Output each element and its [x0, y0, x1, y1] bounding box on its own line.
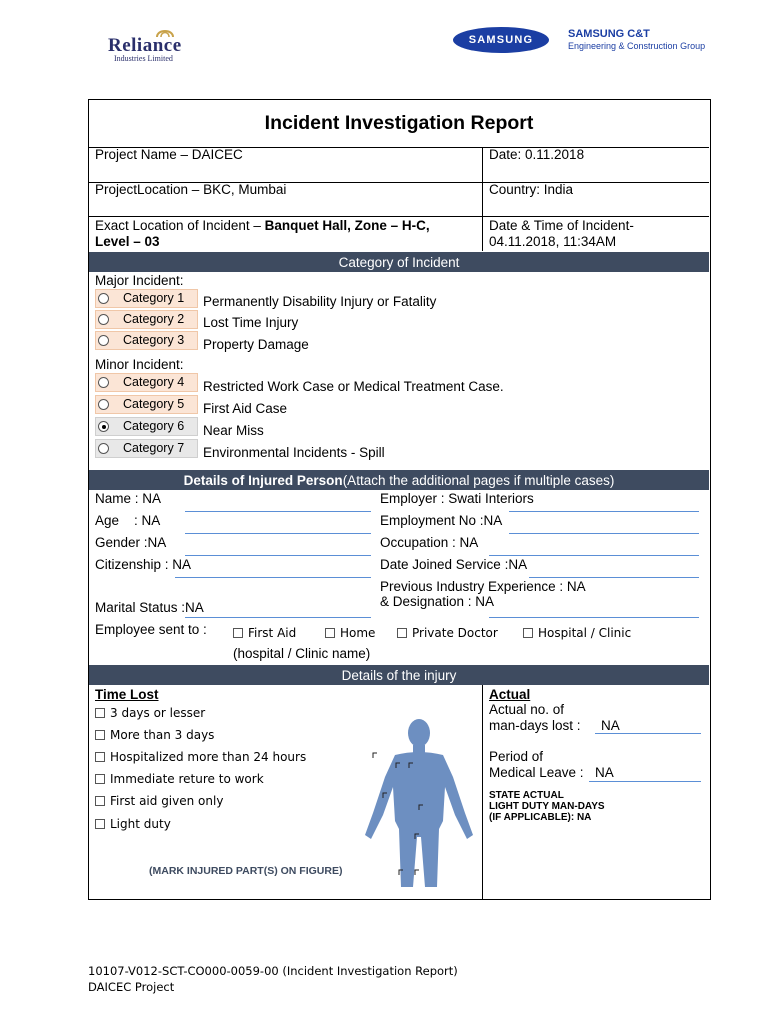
mandays-value: NA	[601, 718, 620, 733]
checkbox-icon[interactable]	[325, 628, 335, 638]
exact-location-label: Exact Location of Incident –	[95, 218, 265, 233]
samsung-ct-title: SAMSUNG C&T	[568, 28, 650, 40]
category-5-option[interactable]	[95, 395, 198, 414]
report-title: Incident Investigation Report	[89, 100, 709, 148]
reliance-subtitle: Industries Limited	[114, 54, 173, 63]
checkbox-icon[interactable]	[523, 628, 533, 638]
option-label: More than 3 days	[110, 728, 215, 742]
country: Country: India	[489, 182, 574, 197]
injured-citizenship: Citizenship : NA	[95, 557, 192, 572]
report-date: Date: 0.11.2018	[489, 147, 585, 162]
medical-leave-underline	[589, 781, 701, 782]
mandays-line2: man-days lost :	[489, 718, 581, 733]
checkbox-icon[interactable]	[397, 628, 407, 638]
document-footer	[88, 963, 458, 995]
category-2-option[interactable]	[95, 310, 198, 329]
category-label: Category 1	[123, 291, 185, 305]
option-label: Light duty	[110, 817, 171, 831]
occupation: Occupation : NA	[380, 535, 479, 550]
category-4-option[interactable]	[95, 373, 198, 392]
period-line2: Medical Leave :	[489, 765, 584, 780]
option-label: Home	[340, 626, 376, 640]
minor-incident-label: Minor Incident:	[95, 357, 184, 372]
gender-underline	[185, 555, 371, 556]
employer-underline	[509, 511, 699, 512]
samsung-ct-subtitle: Engineering & Construction Group	[568, 41, 706, 51]
designation-underline	[489, 617, 699, 618]
injury-details-heading: Details of the injury	[89, 665, 709, 685]
injured-marital-status: Marital Status :NA	[95, 600, 204, 615]
date-joined-underline	[529, 577, 699, 578]
option-label: Private Doctor	[412, 626, 498, 640]
category-6-desc: Near Miss	[203, 423, 264, 438]
employment-no-underline	[509, 533, 699, 534]
category-heading: Category of Incident	[89, 252, 709, 272]
project-name-footer: DAICEC Project	[88, 980, 175, 994]
category-3-desc: Property Damage	[203, 337, 309, 352]
checkbox-icon[interactable]	[95, 730, 105, 740]
radio-icon[interactable]	[98, 335, 109, 346]
employee-sent-to-label: Employee sent to :	[95, 622, 207, 637]
employment-no: Employment No :NA	[380, 513, 503, 528]
mark-injured-note: (MARK INJURED PART(S) ON FIGURE)	[149, 865, 343, 877]
category-label: Category 3	[123, 333, 185, 347]
project-location: ProjectLocation – BKC, Mumbai	[95, 182, 287, 197]
radio-icon[interactable]	[98, 377, 109, 388]
category-label: Category 7	[123, 441, 185, 455]
light-duty-line3: (IF APPLICABLE): NA	[489, 812, 592, 823]
incident-form	[88, 99, 711, 900]
option-label: 3 days or lesser	[110, 706, 206, 720]
category-3-option[interactable]	[95, 331, 198, 350]
column-divider	[482, 685, 483, 899]
category-6-option[interactable]	[95, 417, 198, 436]
citizenship-underline	[175, 577, 371, 578]
samsung-logo: SAMSUNG	[453, 27, 549, 53]
radio-icon[interactable]	[98, 314, 109, 325]
sent-first-aid-option[interactable]	[233, 626, 296, 640]
checkbox-icon[interactable]	[95, 774, 105, 784]
medical-leave-label	[489, 749, 584, 781]
radio-icon[interactable]	[98, 399, 109, 410]
reliance-logo	[108, 24, 228, 63]
date-joined-service: Date Joined Service :NA	[380, 557, 528, 572]
occupation-underline	[489, 555, 699, 556]
previous-experience: Previous Industry Experience : NA	[380, 579, 586, 594]
hospital-name-note: (hospital / Clinic name)	[233, 646, 371, 661]
category-label: Category 5	[123, 397, 185, 411]
injured-person-heading	[89, 470, 709, 490]
mandays-line1: Actual no. of	[489, 702, 565, 717]
option-label: Hospital / Clinic	[538, 626, 632, 640]
category-2-desc: Lost Time Injury	[203, 315, 299, 330]
category-label: Category 4	[123, 375, 185, 389]
medical-leave-value: NA	[595, 765, 614, 780]
option-label: First aid given only	[110, 794, 224, 808]
period-line1: Period of	[489, 749, 544, 764]
sent-home-option[interactable]	[325, 626, 375, 640]
incident-datetime	[489, 218, 634, 250]
category-1-option[interactable]	[95, 289, 198, 308]
age-underline	[185, 533, 371, 534]
time-lost-label: Time Lost	[95, 687, 159, 702]
time-lost-option[interactable]	[95, 728, 214, 742]
checkbox-icon[interactable]	[95, 708, 105, 718]
option-label: First Aid	[248, 626, 297, 640]
time-lost-option[interactable]	[95, 706, 205, 720]
sent-private-doctor-option[interactable]	[397, 626, 498, 640]
sent-hospital-option[interactable]	[523, 626, 631, 640]
exact-location-value: Banquet Hall, Zone – H-C,	[264, 218, 430, 233]
light-duty-mandays	[489, 790, 605, 823]
reliance-wordmark: Reliance	[108, 35, 182, 56]
injured-age: Age : NA	[95, 513, 161, 528]
checkbox-icon[interactable]	[95, 752, 105, 762]
exact-location	[95, 218, 475, 250]
actual-label: Actual	[489, 687, 531, 702]
category-label: Category 6	[123, 419, 185, 433]
human-body-figure-icon[interactable]	[361, 717, 477, 893]
light-duty-line2: LIGHT DUTY MAN-DAYS	[489, 801, 605, 812]
checkbox-icon[interactable]	[95, 819, 105, 829]
time-lost-option[interactable]	[95, 794, 223, 808]
radio-selected-icon[interactable]	[98, 421, 109, 432]
option-label: Hospitalized more than 24 hours	[110, 750, 307, 764]
radio-icon[interactable]	[98, 443, 109, 454]
option-label: Immediate reture to work	[110, 772, 264, 786]
checkbox-icon[interactable]	[233, 628, 243, 638]
checkbox-icon[interactable]	[95, 796, 105, 806]
time-lost-option[interactable]	[95, 750, 306, 764]
employer: Employer : Swati Interiors	[380, 491, 534, 506]
injured-heading-note: (Attach the additional pages if multiple cases)	[342, 472, 615, 488]
divider	[89, 216, 709, 217]
marital-underline	[185, 617, 371, 618]
light-duty-line1: STATE ACTUAL	[489, 790, 564, 801]
project-name: Project Name – DAICEC	[95, 147, 243, 162]
injured-gender: Gender :NA	[95, 535, 167, 550]
exact-location-level: Level – 03	[95, 234, 160, 249]
datetime-label: Date & Time of Incident-	[489, 218, 634, 233]
radio-icon[interactable]	[98, 293, 109, 304]
major-incident-label: Major Incident:	[95, 273, 184, 288]
category-4-desc: Restricted Work Case or Medical Treatment Case.	[203, 379, 504, 394]
mandays-underline	[595, 733, 701, 734]
name-underline	[185, 511, 371, 512]
designation: & Designation : NA	[380, 594, 495, 609]
injured-name: Name : NA	[95, 491, 162, 506]
category-5-desc: First Aid Case	[203, 401, 288, 416]
injured-heading-bold: Details of Injured Person	[183, 472, 343, 488]
category-7-option[interactable]	[95, 439, 198, 458]
category-7-desc: Environmental Incidents - Spill	[203, 445, 385, 460]
category-1-desc: Permanently Disability Injury or Fatality	[203, 294, 437, 309]
time-lost-option[interactable]	[95, 817, 171, 831]
mandays-label	[489, 702, 581, 734]
document-number: 10107-V012-SCT-CO000-0059-00 (Incident Investigation Report)	[88, 964, 458, 978]
datetime-value: 04.11.2018, 11:34AM	[489, 234, 617, 249]
column-divider	[482, 147, 483, 251]
category-label: Category 2	[123, 312, 185, 326]
time-lost-option[interactable]	[95, 772, 264, 786]
